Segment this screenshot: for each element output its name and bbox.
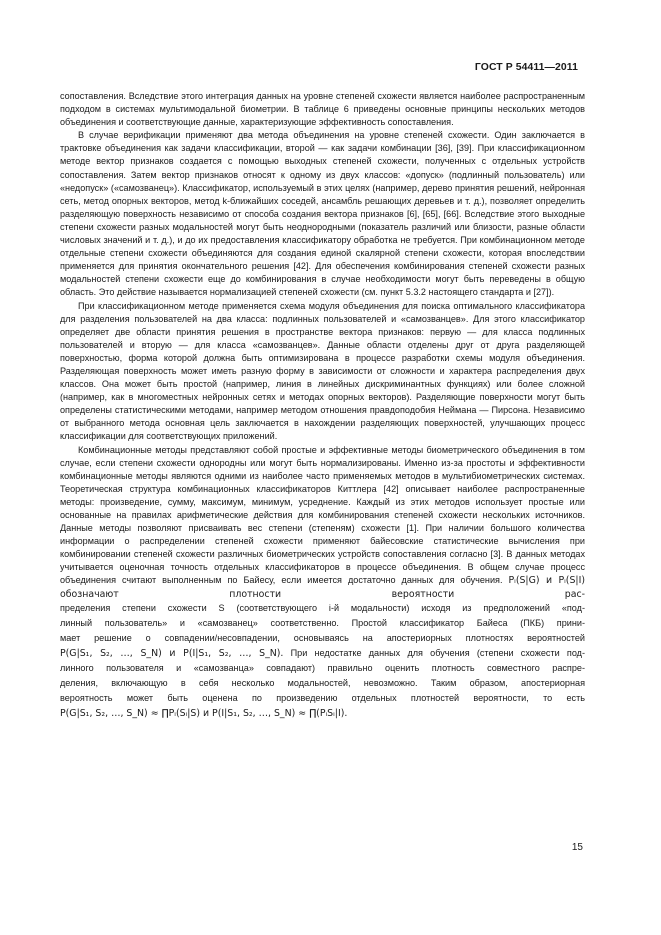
- formula-line: вероятность может быть оценена по произведению отдельных плотностей вероятности, то есть: [60, 692, 585, 703]
- combination-text: Комбинационные методы представляют собой простые и эффективные методы биометрического объединения в том случае, если степени схожести однородны или могут быть нормализированы. Именно из-за простоты и эффективности комбинационные методы являются одними из наиболее часто применяемых методов в мультибиометрических системах. Теоретическая структура комбинационных классификаторов Киттлера [42] описывает наиболее распространенные методы: произведение, сумму, максимум, минимум, усреднение. Каждый из этих методов использует простые или основанные на правилах арифметические действия для комбинирования степеней схожести нескольких источников. Данные методы позволяют присваивать вес степени (степеням) схожести [1]. При наличии большого количества информации о распределении степеней схожести применяют байесовские статистические вычисления при комбинировании степеней схожести различных биометрических устройств сопоставления согласно [3]. В данных методах учитывается оценочная точность отдельных классификаторов в процессе объединения. В общем случае процесс объединения считают выполненным по Байесу, если имеется достаточно данных для обучения.: [60, 444, 585, 586]
- formula-line: линного пользователя и «самозванца» совпадают) правильно оценить плотность совместного распре-: [60, 662, 585, 673]
- formula-densities: Pᵢ(S|G) и Pᵢ(S|I) обозначают плотности вероятности рас-: [60, 575, 585, 600]
- formula-posterior: P(G|S₁, S₂, …, S_N) и P(I|S₁, S₂, …, S_N).: [60, 647, 284, 659]
- body-text: [60, 90, 585, 721]
- page-number: 15: [571, 842, 583, 853]
- paragraph-classification: При классификационном методе применяется схема модуля объединения для поиска оптимального классификатора для разделения пользователей на два класса: подлинных пользователей и «самозванцев». Для этого классификатор определяет две области принятия решения в пространстве вектора признаков: первую — для класса подлинных пользователей и вторую — для класса «самозванцев». Данные области отделены друг от друга разделяющей поверхностью, форма которой должна быть оптимизирована в процессе разработки схемы модуля объединения. Разделяющая поверхность может иметь разную форму в зависимости от сложности и характера распределения двух классов. Она может быть простой (например, линия в линейных дискриминантных функциях) или более сложной (например, как в многоместных нейронных сетях и методах опорных векторов). Разделяющие поверхности могут быть определены статистическими методами, например методом отношения правдоподобия Неймана — Пирсона. Независимо от выбранного метода основная цель заключается в нахождении разделяющих поверхностей, улучшающих процесс классификации для соответствующих приложений.: [60, 300, 585, 442]
- formula-line: [60, 646, 585, 661]
- formula-line: линный пользователь» и «самозванец» соответственно. Простой классификатор Байеса (ПКБ) прини-: [60, 617, 585, 628]
- formula-line-text: При недостатке данных для обучения (степени схожести под-: [290, 647, 586, 658]
- paragraph-continuation: сопоставления. Вследствие этого интеграция данных на уровне степеней схожести является наиболее распространенным подходом в системах мультимодальной биометрии. В таблице 6 приведены основные принципы нескольких методов объединения и соответствующие данные, характеризующие эффективность сопоставления.: [60, 91, 585, 128]
- formula-product: P(G|S₁, S₂, …, S_N) ≈ ∏Pᵢ(Sᵢ|S) и P(I|S₁, S₂, …, S_N) ≈ ∏(PᵢSᵢ|I).: [60, 707, 348, 719]
- paragraph-combination: [60, 444, 585, 601]
- paragraph-verification: В случае верификации применяют два метода объединения на уровне степеней схожести. Один заключается в трактовке объединения как задачи классификации, второй — как задачи комбинации [36], [39]. При классификационном методе вектор признаков создается с помощью выходных степеней схожести, полученных с отдельных устройств сопоставления. Затем вектор признаков относят к одному из двух классов: «допуск» (подлинный пользователь) или «недопуск» («самозванец»). Классификатор, используемый в этих целях (например, дерево принятия решений, нейронная сеть, метод опорных векторов, метод k-ближайших соседей, ансамбль решающих деревьев и т. д.), позволяет определить разделяющую поверхность независимо от способа создания вектора признаков [6], [65], [66]. Вследствие этого выходные степени схожести разных модальностей могут быть неоднородными (показатель различий или близости, разные области числовых значений и т. д.), и до их предоставления классификатору обработка не требуется. При комбинационном методе отдельные степени схожести объединяются для создания единой скалярной степени схожести, которая впоследствии применяется для принятия окончательного решения [42]. Для обеспечения комбинирования степеней схожести разных модальностей степени схожести еще до комбинирования в случае необходимости могут быть переведены в общую область. Это действие называется нормализацией степеней схожести (см. пункт 5.3.2 настоящего стандарта и [27]).: [60, 130, 585, 298]
- formula-line: мает решение о совпадении/несовпадении, основываясь на апостериорных плотностях вероятностей: [60, 632, 585, 643]
- formula-line: деления, включающую в себя несколько модальностей, невозможно. Таким образом, апостериорная: [60, 677, 585, 688]
- formula-line: пределения степени схожести S (соответствующего i-й модальности) исходя из предположений «под-: [60, 602, 585, 613]
- formula-line: [60, 706, 585, 721]
- standard-header: ГОСТ Р 54411—2011: [474, 62, 578, 73]
